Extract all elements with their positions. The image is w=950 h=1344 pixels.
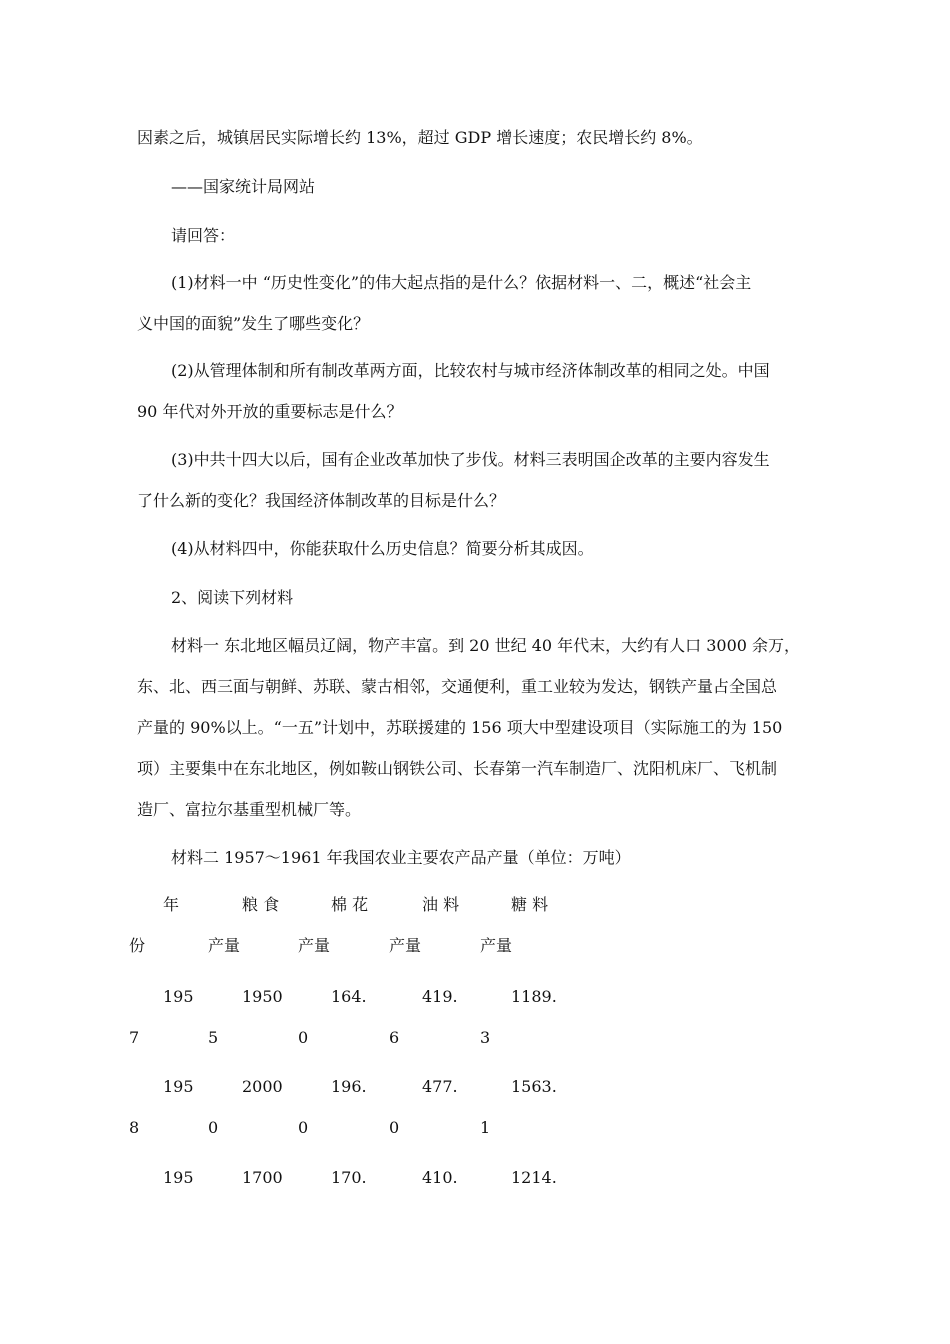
question-3-line-1: (3)中共十四大以后，国有企业改革加快了步伐。材料三表明国企改革的主要内容发生 [171, 450, 770, 469]
table-header-year-bottom: 份 [129, 936, 146, 955]
table-cell: 1 [480, 1118, 491, 1137]
table-cell: 0 [298, 1028, 309, 1047]
table-cell: 196. [331, 1077, 367, 1096]
table-cell: 195 [163, 1168, 194, 1187]
table-header-sugar-output: 产量 [480, 936, 513, 955]
table-cell: 164. [331, 987, 367, 1006]
question-4: (4)从材料四中，你能获取什么历史信息？简要分析其成因。 [171, 539, 594, 558]
table-cell: 410. [422, 1168, 458, 1187]
question-1-line-2: 义中国的面貌”发生了哪些变化？ [137, 314, 370, 333]
table-header-year-top: 年 [163, 895, 180, 914]
table-cell: 7 [129, 1028, 140, 1047]
table-cell: 1214. [511, 1168, 557, 1187]
paragraph-continuation: 因素之后，城镇居民实际增长约 13%，超过 GDP 增长速度；农民增长约 8%。 [137, 128, 703, 147]
material-1-line-3: 产量的 90%以上。“一五”计划中，苏联援建的 156 项大中型建设项目（实际施工的为 150 [137, 718, 783, 737]
question-2-line-1: (2)从管理体制和所有制改革两方面，比较农村与城市经济体制改革的相同之处。中国 [171, 361, 770, 380]
table-cell: 0 [208, 1118, 219, 1137]
table-cell: 1700 [242, 1168, 283, 1187]
section-2-heading: 2、阅读下列材料 [171, 588, 294, 607]
table-cell: 1950 [242, 987, 283, 1006]
table-cell: 195 [163, 1077, 194, 1096]
table-header-grain-output: 产量 [208, 936, 241, 955]
material-1-line-5: 造厂、富拉尔基重型机械厂等。 [137, 800, 362, 819]
material-1-line-2: 东、北、西三面与朝鲜、苏联、蒙古相邻，交通便利，重工业较为发达，钢铁产量占全国总 [137, 677, 778, 696]
table-cell: 195 [163, 987, 194, 1006]
table-header-grain: 粮 食 [242, 895, 280, 914]
table-header-sugar: 糖 料 [511, 895, 549, 914]
question-3-line-2: 了什么新的变化？我国经济体制改革的目标是什么？ [137, 491, 506, 510]
material-1-line-4: 项）主要集中在东北地区，例如鞍山钢铁公司、长春第一汽车制造厂、沈阳机床厂、飞机制 [137, 759, 778, 778]
table-cell: 1563. [511, 1077, 557, 1096]
material-2-title: 材料二 1957～1961 年我国农业主要农产品产量（单位：万吨） [171, 848, 631, 867]
table-cell: 8 [129, 1118, 140, 1137]
table-cell: 0 [298, 1118, 309, 1137]
table-cell: 2000 [242, 1077, 283, 1096]
table-cell: 419. [422, 987, 458, 1006]
table-cell: 3 [480, 1028, 491, 1047]
question-1-line-1: (1)材料一中 “历史性变化”的伟大起点指的是什么？依据材料一、二，概述“社会主 [171, 273, 752, 292]
table-header-oilseed-output: 产量 [389, 936, 422, 955]
table-header-oilseed: 油 料 [422, 895, 460, 914]
table-cell: 0 [389, 1118, 400, 1137]
table-cell: 170. [331, 1168, 367, 1187]
table-cell: 6 [389, 1028, 400, 1047]
answer-prompt: 请回答： [171, 226, 236, 245]
table-cell: 477. [422, 1077, 458, 1096]
question-2-line-2: 90 年代对外开放的重要标志是什么？ [137, 402, 403, 421]
table-cell: 5 [208, 1028, 219, 1047]
material-1-line-1: 材料一 东北地区幅员辽阔，物产丰富。到 20 世纪 40 年代末，大约有人口 3000 余万， [171, 636, 801, 655]
table-header-cotton: 棉 花 [331, 895, 369, 914]
table-header-cotton-output: 产量 [298, 936, 331, 955]
table-cell: 1189. [511, 987, 557, 1006]
source-attribution: ——国家统计局网站 [171, 177, 316, 196]
